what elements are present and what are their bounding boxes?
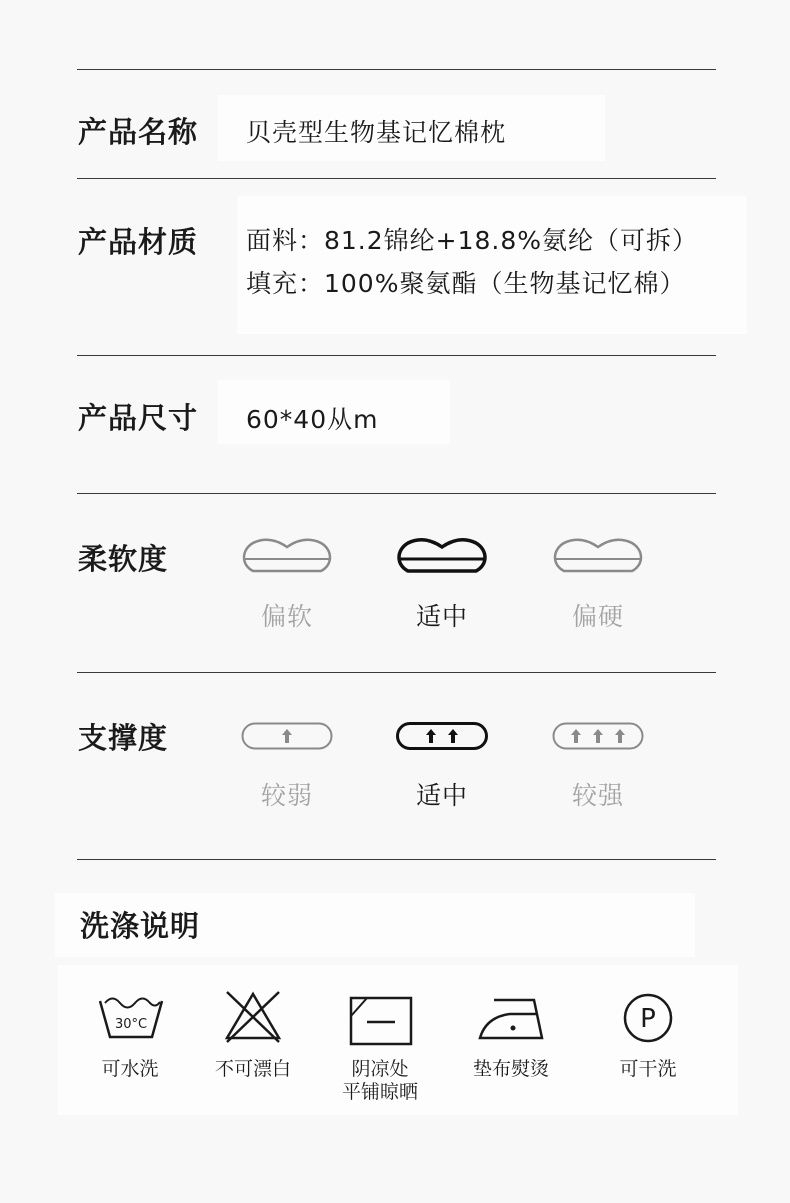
support-option-medium: 适中 [415, 781, 468, 810]
wash-label-dry-shade-line2: 平铺晾晒 [341, 1081, 418, 1103]
wash-tub-icon [97, 993, 165, 1041]
product-name-value: 贝壳型生物基记忆棉枕 [246, 118, 507, 147]
support-weak-icon [241, 722, 333, 750]
divider-material [77, 178, 716, 179]
divider-support [77, 672, 716, 673]
pillow-medium-icon [394, 535, 490, 577]
material-line-filling: 填充：100%聚氨酯（生物基记忆棉） [246, 269, 686, 298]
support-medium-icon [396, 722, 488, 750]
material-line-fabric: 面料：81.2锦纶+18.8%氨纶（可拆） [246, 226, 699, 255]
dry-clean-icon [622, 992, 674, 1044]
dry-clean-letter: P [640, 1004, 656, 1034]
support-label: 支撑度 [78, 721, 169, 755]
size-label: 产品尺寸 [78, 401, 199, 435]
material-label: 产品材质 [78, 225, 199, 259]
dry-flat-shade-icon [349, 996, 413, 1046]
support-option-weak: 较弱 [260, 781, 313, 810]
divider-washing [77, 859, 716, 860]
wash-label-no-bleach: 不可漂白 [214, 1058, 291, 1080]
wash-label-dry-shade-line1: 阴凉处 [351, 1058, 409, 1080]
divider-softness [77, 493, 716, 494]
support-strong-icon [552, 722, 644, 750]
pillow-firm-icon [550, 535, 646, 577]
softness-option-firm: 偏硬 [571, 602, 624, 631]
no-bleach-icon [223, 990, 283, 1044]
softness-label: 柔软度 [78, 542, 169, 576]
wash-label-iron: 垫布熨烫 [472, 1058, 549, 1080]
iron-icon [476, 994, 548, 1042]
softness-option-medium: 适中 [415, 602, 468, 631]
pillow-soft-icon [239, 535, 335, 577]
divider-size [77, 355, 716, 356]
wash-temperature-text: 30°C [114, 1017, 148, 1032]
wash-label-dry-clean: 可干洗 [619, 1058, 677, 1080]
washing-title: 洗涤说明 [80, 909, 201, 943]
divider-top [77, 69, 716, 70]
wash-label-machine: 可水洗 [101, 1058, 159, 1080]
product-name-label: 产品名称 [78, 115, 199, 149]
support-option-strong: 较强 [571, 781, 624, 810]
size-value: 60*40从m [246, 405, 379, 434]
softness-option-soft: 偏软 [260, 602, 313, 631]
